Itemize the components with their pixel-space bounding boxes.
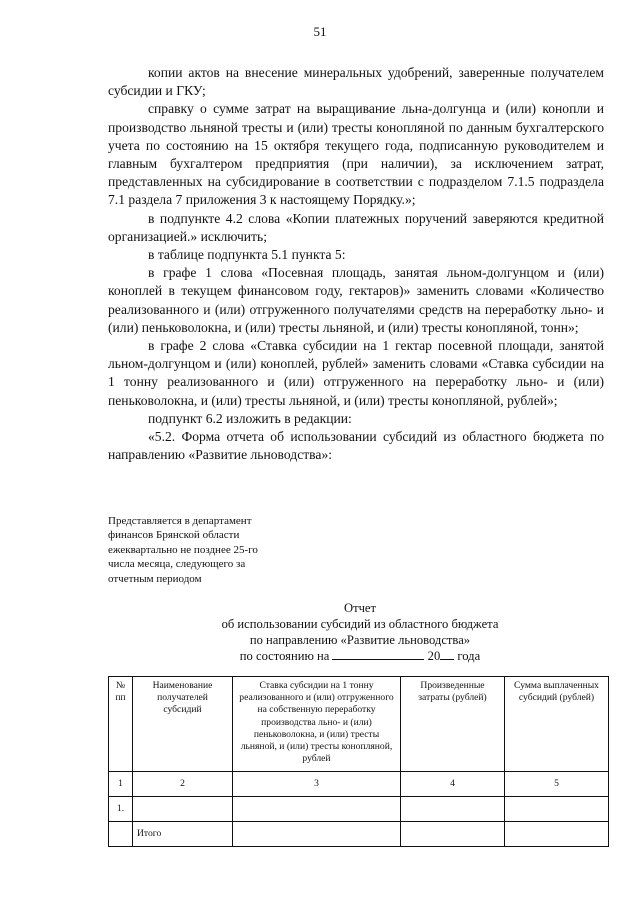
paragraph: в подпункте 4.2 слова «Копии платежных поручений заверяются кредитной организацией.» исключить;	[108, 210, 604, 244]
header-cell: Произведенные затраты (рублей)	[401, 677, 505, 772]
date-blank	[332, 649, 424, 660]
paragraph: в таблице подпункта 5.1 пункта 5:	[148, 247, 346, 263]
paragraph: «5.2. Форма отчета об использовании субсидий из областного бюджета по направлению «Развитие льноводства»:	[108, 429, 604, 463]
table-header-row	[109, 677, 609, 772]
column-number: 5	[505, 772, 609, 797]
page-number: 51	[313, 24, 327, 39]
note-line: ежеквартально не позднее 25-го	[108, 543, 258, 556]
row-number: 1.	[109, 797, 133, 822]
date-prefix: по состоянию на	[239, 649, 330, 663]
year-blank	[440, 649, 454, 660]
row-number	[109, 822, 133, 847]
paragraph: подпункт 6.2 изложить в редакции:	[148, 410, 352, 426]
report-date-line	[140, 648, 580, 664]
column-number-row	[109, 772, 609, 797]
rate-cell	[233, 797, 401, 822]
note-line: Представляется в департамент	[108, 515, 252, 527]
column-number: 3	[233, 772, 401, 797]
recipient-name-cell	[133, 797, 233, 822]
subsidy-sum-cell	[505, 822, 609, 847]
column-number: 4	[401, 772, 505, 797]
note-line: финансов Брянской области	[108, 529, 240, 542]
body-text	[108, 64, 604, 464]
paragraph: в графе 2 слова «Ставка субсидии на 1 гектар посевной площади, занятой льном-долгунцом и (или) коноплей, рублей» заменить словами «Ставка субсидии на 1 тонну реализованного и (или) отгруженного на переработку льно- и (или) пеньковолокна, и (или) тресты льняной, и (или) тресты конопляной, рублей»;	[108, 338, 604, 408]
total-label: Итого	[133, 822, 233, 847]
date-year-prefix: 20	[427, 649, 441, 663]
header-cell: Наименование получателей субсидий	[133, 677, 233, 772]
note-line: числа месяца, следующего за	[108, 558, 246, 571]
header-cell: Сумма выплаченных субсидий (рублей)	[505, 677, 609, 772]
column-number: 1	[109, 772, 133, 797]
table-row	[109, 797, 609, 822]
report-heading	[140, 600, 580, 664]
paragraph: справку о сумме затрат на выращивание льна-долгунца и (или) конопли и производство льняной тресты и (или) тресты конопляной по данным бухгалтерского учета по состоянию на 15 октября текущего года, подписанную руководителем и главным бухгалтером предприятия (при наличии), за исключением затрат, представленных на субсидирование в соответствии с подразделом 7.1.5 подраздела 7.1 раздела 7 приложения 3 к настоящему Порядку.»;	[108, 101, 604, 208]
rate-cell	[233, 822, 401, 847]
paragraph: копии актов на внесение минеральных удобрений, заверенные получателем субсидии и ГКУ;	[108, 65, 604, 99]
column-number: 2	[133, 772, 233, 797]
costs-cell	[401, 822, 505, 847]
report-subtitle: по направлению «Развитие льноводства»	[249, 633, 471, 647]
note-line: отчетным периодом	[108, 572, 202, 585]
subsidy-sum-cell	[505, 797, 609, 822]
report-title: Отчет	[343, 601, 377, 615]
header-cell: № пп	[109, 677, 133, 772]
table-total-row	[109, 822, 609, 847]
header-cell: Ставка субсидии на 1 тонну реализованного и (или) отгруженного на собственную переработку производства льно- и (или) пеньковолокна, и (или) тресты льняной, и (или) тресты конопляной, рублей	[233, 677, 401, 772]
submission-note	[108, 514, 298, 586]
date-suffix: года	[457, 649, 481, 663]
report-subtitle: об использовании субсидий из областного бюджета	[221, 617, 499, 631]
report-table	[108, 676, 609, 847]
costs-cell	[401, 797, 505, 822]
paragraph: в графе 1 слова «Посевная площадь, занятая льном-долгунцом и (или) коноплей в текущем финансовом году, гектаров)» заменить словами «Количество реализованного и (или) отгруженного получателями средств на переработку льно- и (или) пеньковолокна, и (или) тресты льняной, и (или) тресты конопляной, тонн»;	[108, 265, 604, 335]
